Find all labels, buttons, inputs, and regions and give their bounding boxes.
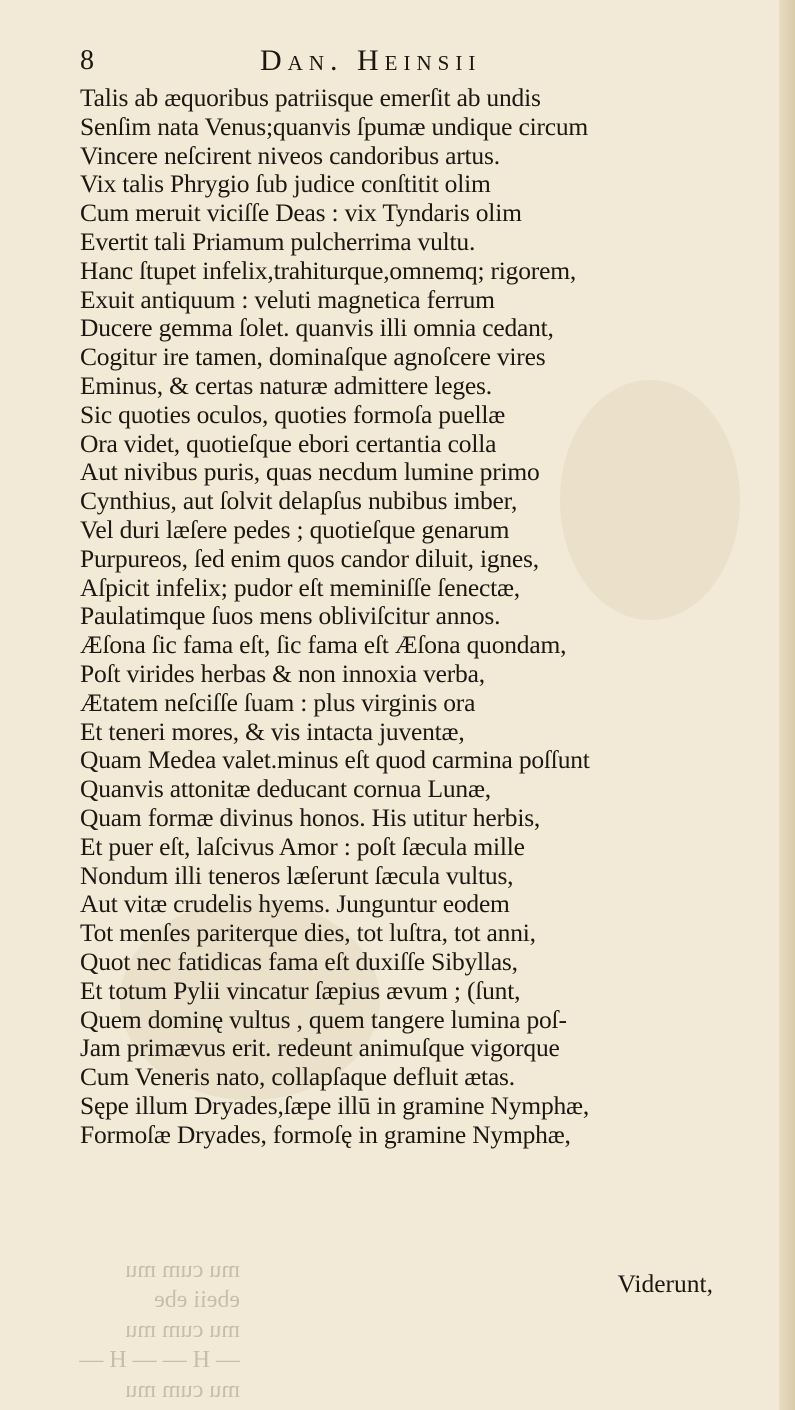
- verse-line: Hanc ſtupet infelix,trahiturque,omnemq; rigorem,: [80, 255, 577, 285]
- verse-block: [80, 84, 740, 1149]
- verse-line: Aſpicit infelix; pudor eſt meminiſſe ſenectæ,: [80, 572, 520, 602]
- verse-line: Ora videt, quotieſque ebori certantia colla: [80, 428, 497, 458]
- verse-line: Exuit antiquum : veluti magnetica ferrum: [80, 284, 495, 314]
- catchword: Viderunt,: [617, 1269, 713, 1298]
- verse-line: Formoſæ Dryades, formoſę in gramine Nymphæ,: [80, 1119, 571, 1149]
- verse-line: Cogitur ire tamen, dominaſque agnoſcere vires: [80, 342, 546, 372]
- verse-line: Et puer eſt, laſcivus Amor : poſt ſæcula mille: [80, 831, 525, 861]
- verse-line: Talis ab æquoribus patriisque emerſit ab undis: [80, 83, 541, 112]
- verse-line: Vix talis Phrygio ſub judice conſtitit olim: [80, 169, 491, 199]
- verse-line: Et totum Pylii vincatur ſæpius ævum ; (ſunt,: [80, 975, 521, 1005]
- verse-line: Eminus, & certas naturæ admittere leges.: [80, 370, 492, 400]
- verse-line: Quam formæ divinus honos. His utitur herbis,: [80, 802, 541, 832]
- verse-line: Quem dominę vultus , quem tangere lumina poſ-: [80, 1004, 567, 1034]
- verse-line: Quanvis attonitæ deducant cornua Lunæ,: [80, 774, 491, 804]
- verse-line: Evertit tali Priamum pulcherrima vultu.: [80, 226, 476, 256]
- verse-line: Tot menſes pariterque dies, tot luſtra, tot anni,: [80, 918, 536, 948]
- verse-line: Cum Veneris nato, collapſaque defluit ætas.: [80, 1062, 515, 1092]
- verse-line: Senſim nata Venus;quanvis ſpumæ undique circum: [80, 111, 589, 141]
- verse-line: Vel duri læſere pedes ; quotieſque genarum: [80, 514, 510, 544]
- verse-line: Quot nec fatidicas fama eſt duxiſſe Sibyllas,: [80, 946, 518, 976]
- verse-line: Sępe illum Dryades,ſæpe illū in gramine Nymphæ,: [80, 1090, 590, 1120]
- verse-line: Æſona ſic fama eſt, ſic fama eſt Æſona quondam,: [80, 630, 567, 660]
- verse-line: Jam primævus erit. redeunt animuſque vigorque: [80, 1033, 560, 1063]
- page-header: [80, 38, 740, 84]
- verse-line: Et teneri mores, & vis intacta juventæ,: [80, 716, 465, 746]
- verse-line: Vincere neſcirent niveos candoribus artus.: [80, 140, 500, 170]
- verse-line: Paulatimque ſuos mens obliviſcitur annos.: [80, 601, 501, 631]
- verse-line: Aut vitæ crudelis hyems. Junguntur eodem: [80, 889, 510, 919]
- verse-line: Nondum illi teneros læſerunt ſæcula vultus,: [80, 860, 514, 890]
- verse-line: Aut nivibus puris, quas necdum lumine primo: [80, 457, 540, 487]
- verse-line: Cynthius, aut ſolvit delapſus nubibus imber,: [80, 486, 518, 516]
- verse-line: Ætatem neſciſſe ſuam : plus virginis ora: [80, 687, 476, 717]
- verse-line: Ducere gemma ſolet. quanvis illi omnia cedant,: [80, 313, 554, 343]
- running-head: Dan. Heinsii: [260, 44, 482, 77]
- verse-line: Sic quoties oculos, quoties formoſa puellæ: [80, 399, 506, 429]
- verse-line: Quam Medea valet.minus eſt quod carmina poſſunt: [80, 745, 590, 775]
- verse-line: Purpureos, ſed enim quos candor diluit, ignes,: [80, 543, 539, 573]
- verse-line: Poſt virides herbas & non innoxia verba,: [80, 658, 485, 688]
- page-number: 8: [80, 45, 94, 76]
- verse-line: Cum meruit viciſſe Deas : vix Tyndaris olim: [80, 198, 522, 228]
- page-edge: [779, 0, 795, 1410]
- show-through-text: mu cum mu ebeii ebe mu cum mu — H — — H — mu cum mu: [79, 1257, 240, 1403]
